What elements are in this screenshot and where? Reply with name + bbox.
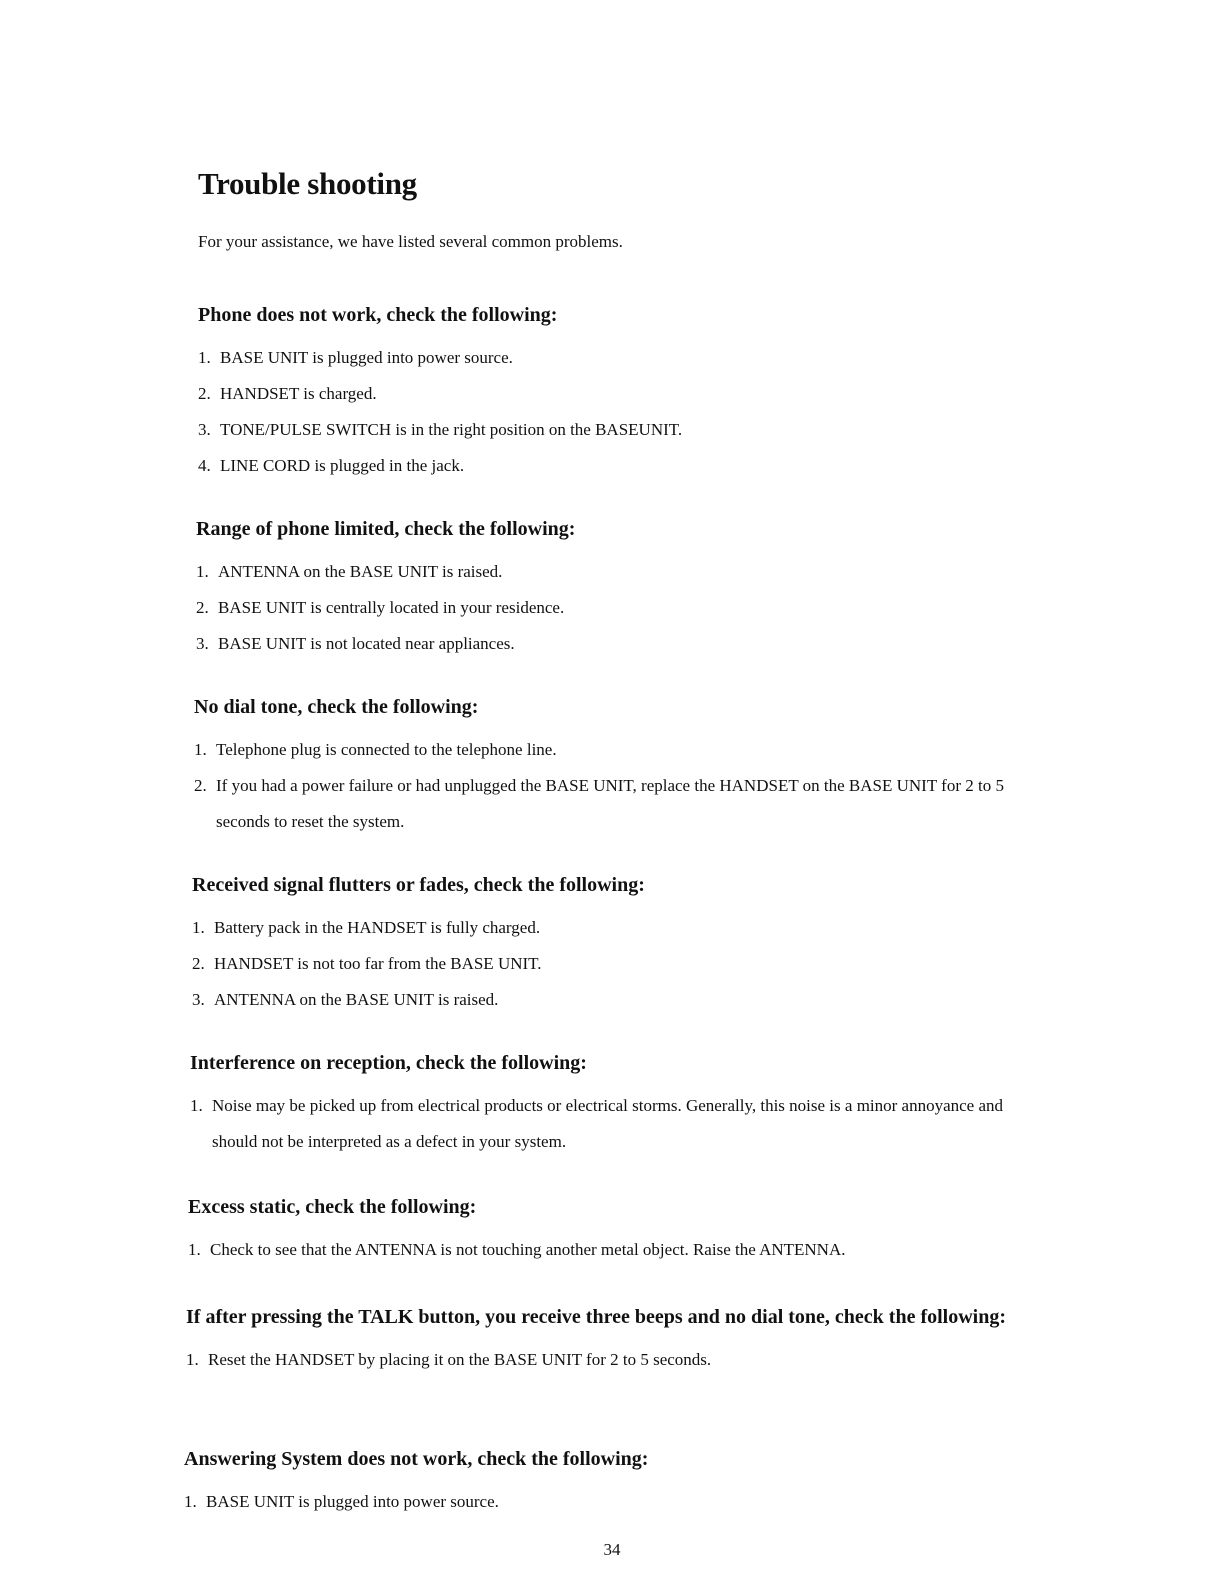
section-range-limited: [196, 512, 1036, 662]
item-number: 3.: [196, 634, 209, 653]
item-text: BASE UNIT is not located near appliances.: [218, 634, 515, 653]
section-excess-static: [188, 1190, 1038, 1268]
list-item: [196, 554, 1036, 590]
item-text: Reset the HANDSET by placing it on the BASE UNIT for 2 to 5 seconds.: [208, 1350, 712, 1369]
list-item: [184, 1484, 1024, 1520]
item-text: TONE/PULSE SWITCH is in the right position on the BASEUNIT.: [220, 420, 683, 439]
list-item: [194, 732, 1044, 768]
item-text: ANTENNA on the BASE UNIT is raised.: [218, 562, 503, 581]
list-item: [198, 412, 1038, 448]
list-item: [198, 340, 1038, 376]
item-text: BASE UNIT is plugged into power source.: [220, 348, 513, 367]
section-interference: [190, 1046, 1040, 1160]
item-text: BASE UNIT is centrally located in your residence.: [218, 598, 565, 617]
list-item: [196, 590, 1036, 626]
item-number: 3.: [198, 420, 211, 439]
section-heading: Excess static, check the following:: [188, 1196, 477, 1218]
item-text: Telephone plug is connected to the telephone line.: [216, 740, 557, 759]
list-item: [192, 910, 1032, 946]
item-number: 1.: [186, 1350, 199, 1369]
item-text: If you had a power failure or had unplugged the BASE UNIT, replace the HANDSET on the BASE UNIT for 2 to 5 seconds to reset the system.: [216, 776, 1004, 831]
list-item: [198, 448, 1038, 484]
item-number: 2.: [192, 954, 205, 973]
item-number: 1.: [196, 562, 209, 581]
item-number: 4.: [198, 456, 211, 475]
item-number: 1.: [184, 1492, 197, 1511]
list-item: [194, 768, 1044, 840]
item-text: ANTENNA on the BASE UNIT is raised.: [214, 990, 499, 1009]
section-heading: Interference on reception, check the following:: [190, 1052, 587, 1074]
check-list: [194, 732, 1044, 840]
check-list: [196, 554, 1036, 662]
check-list: [184, 1484, 1024, 1520]
section-heading: Phone does not work, check the following:: [198, 304, 558, 326]
section-no-dial-tone: [194, 690, 1044, 840]
list-item: [186, 1342, 1006, 1378]
item-text: HANDSET is charged.: [220, 384, 377, 403]
item-text: HANDSET is not too far from the BASE UNIT.: [214, 954, 542, 973]
item-text: Check to see that the ANTENNA is not touching another metal object. Raise the ANTENNA.: [210, 1240, 846, 1259]
list-item: [198, 376, 1038, 412]
page-title: Trouble shooting: [198, 166, 417, 201]
item-text: BASE UNIT is plugged into power source.: [206, 1492, 499, 1511]
section-heading: Received signal flutters or fades, check the following:: [192, 874, 645, 896]
item-number: 1.: [190, 1096, 203, 1115]
page-number: 34: [603, 1540, 621, 1559]
list-item: [192, 946, 1032, 982]
section-heading: Range of phone limited, check the following:: [196, 518, 576, 540]
item-number: 1.: [198, 348, 211, 367]
item-number: 1.: [192, 918, 205, 937]
section-answering-system: [184, 1442, 1024, 1520]
list-item: [196, 626, 1036, 662]
section-signal-flutters: [192, 868, 1032, 1018]
section-three-beeps: [186, 1300, 1006, 1378]
list-item: [192, 982, 1032, 1018]
item-number: 2.: [194, 776, 207, 795]
section-phone-not-work: [198, 298, 1038, 484]
check-list: [186, 1342, 1006, 1378]
list-item: [190, 1088, 1040, 1160]
check-list: [188, 1232, 1038, 1268]
item-text: Noise may be picked up from electrical products or electrical storms. Generally, this noise is a minor annoyance and should not be interpreted as a defect in your system.: [212, 1096, 1004, 1151]
item-number: 2.: [198, 384, 211, 403]
check-list: [192, 910, 1032, 1018]
section-heading: No dial tone, check the following:: [194, 696, 479, 718]
item-number: 3.: [192, 990, 205, 1009]
item-number: 2.: [196, 598, 209, 617]
section-heading: Answering System does not work, check the following:: [184, 1448, 649, 1470]
list-item: [188, 1232, 1038, 1268]
item-text: LINE CORD is plugged in the jack.: [220, 456, 465, 475]
intro-text: For your assistance, we have listed several common problems.: [198, 232, 623, 251]
check-list: [198, 340, 1038, 484]
section-heading: If after pressing the TALK button, you receive three beeps and no dial tone, check the following:: [186, 1306, 1006, 1328]
item-text: Battery pack in the HANDSET is fully charged.: [214, 918, 541, 937]
check-list: [190, 1088, 1040, 1160]
item-number: 1.: [188, 1240, 201, 1259]
item-number: 1.: [194, 740, 207, 759]
